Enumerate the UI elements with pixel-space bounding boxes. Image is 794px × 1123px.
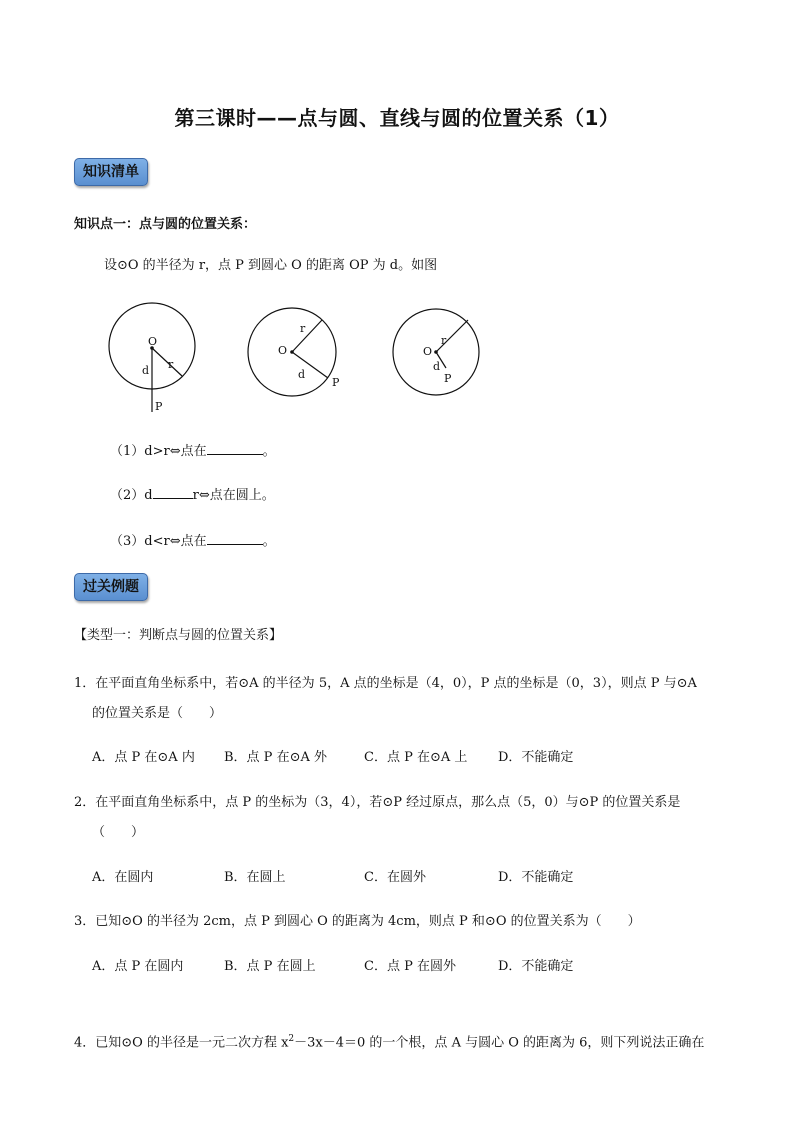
question-1-text: 1．在平面直角坐标系中，若⊙A 的半径为 5，A 点的坐标是（4，0），P 点的坐标是（0，3），则点 P 与⊙A — [74, 676, 697, 691]
question-2-option-a[interactable]: A．在圆内 — [92, 870, 154, 885]
condition-3: （3）d<r⇔点在 。 — [110, 530, 276, 552]
answer-blank[interactable] — [207, 530, 263, 545]
question-1-text-cont: 的位置关系是（ ） — [92, 706, 223, 721]
label-r: r — [168, 358, 174, 371]
question-1-option-c[interactable]: C．点 P 在⊙A 上 — [364, 750, 468, 765]
question-2-text: 2．在平面直角坐标系中，点 P 的坐标为（3，4），若⊙P 经过原点，那么点（5，0）与⊙P 的位置关系是 — [74, 795, 681, 810]
section-badge-examples: 过关例题 — [74, 573, 148, 601]
label-o: O — [423, 345, 433, 358]
question-1-option-d[interactable]: D．不能确定 — [498, 750, 574, 765]
question-2-option-d[interactable]: D．不能确定 — [498, 870, 574, 885]
page-title: 第三课时——点与圆、直线与圆的位置关系（1） — [174, 106, 620, 130]
question-3-option-c[interactable]: C．点 P 在圆外 — [364, 959, 456, 974]
label-p: P — [155, 400, 163, 413]
question-3-option-d[interactable]: D．不能确定 — [498, 959, 574, 974]
label-p: P — [332, 376, 340, 389]
label-r: r — [300, 322, 306, 335]
question-3-option-b[interactable]: B．点 P 在圆上 — [224, 959, 316, 974]
answer-blank[interactable] — [153, 484, 193, 499]
question-1-option-b[interactable]: B．点 P 在⊙A 外 — [224, 750, 327, 765]
question-2-option-c[interactable]: C．在圆外 — [364, 870, 426, 885]
answer-blank[interactable] — [207, 440, 263, 455]
type-heading: 【类型一：判断点与圆的位置关系】 — [74, 628, 283, 643]
figure-point-on — [240, 300, 360, 410]
label-p: P — [444, 372, 452, 385]
question-2-option-b[interactable]: B．在圆上 — [224, 870, 286, 885]
label-d: d — [433, 360, 441, 373]
label-r: r — [441, 334, 447, 347]
label-d: d — [298, 368, 306, 381]
question-4-text: 4．已知⊙O 的半径是一元二次方程 $x^2-3x-4=0$ 的一个根，点 A 与圆心 O 的距离为 6，则下列说法正确在 — [74, 1034, 705, 1051]
figure-point-inside — [386, 300, 486, 410]
label-d: d — [142, 364, 150, 377]
section-badge-knowledge: 知识清单 — [74, 158, 148, 186]
condition-1: （1）d>r⇔点在 。 — [110, 440, 276, 462]
condition-2: （2）d r⇔点在圆上。 — [110, 484, 275, 506]
figure-point-outside — [100, 296, 220, 420]
label-o: O — [148, 335, 158, 348]
label-o: O — [278, 344, 288, 357]
question-3-option-a[interactable]: A．点 P 在圆内 — [92, 959, 184, 974]
point-heading: 知识点一：点与圆的位置关系： — [74, 217, 257, 232]
question-3-text: 3．已知⊙O 的半径为 2cm，点 P 到圆心 O 的距离为 4cm，则点 P 和⊙O 的位置关系为（ ） — [74, 914, 641, 929]
question-2-text-cont: （ ） — [92, 825, 145, 840]
question-1-option-a[interactable]: A．点 P 在⊙A 内 — [92, 750, 195, 765]
point-intro: 设⊙O 的半径为 r，点 P 到圆心 O 的距离 OP 为 d。如图 — [104, 258, 438, 273]
